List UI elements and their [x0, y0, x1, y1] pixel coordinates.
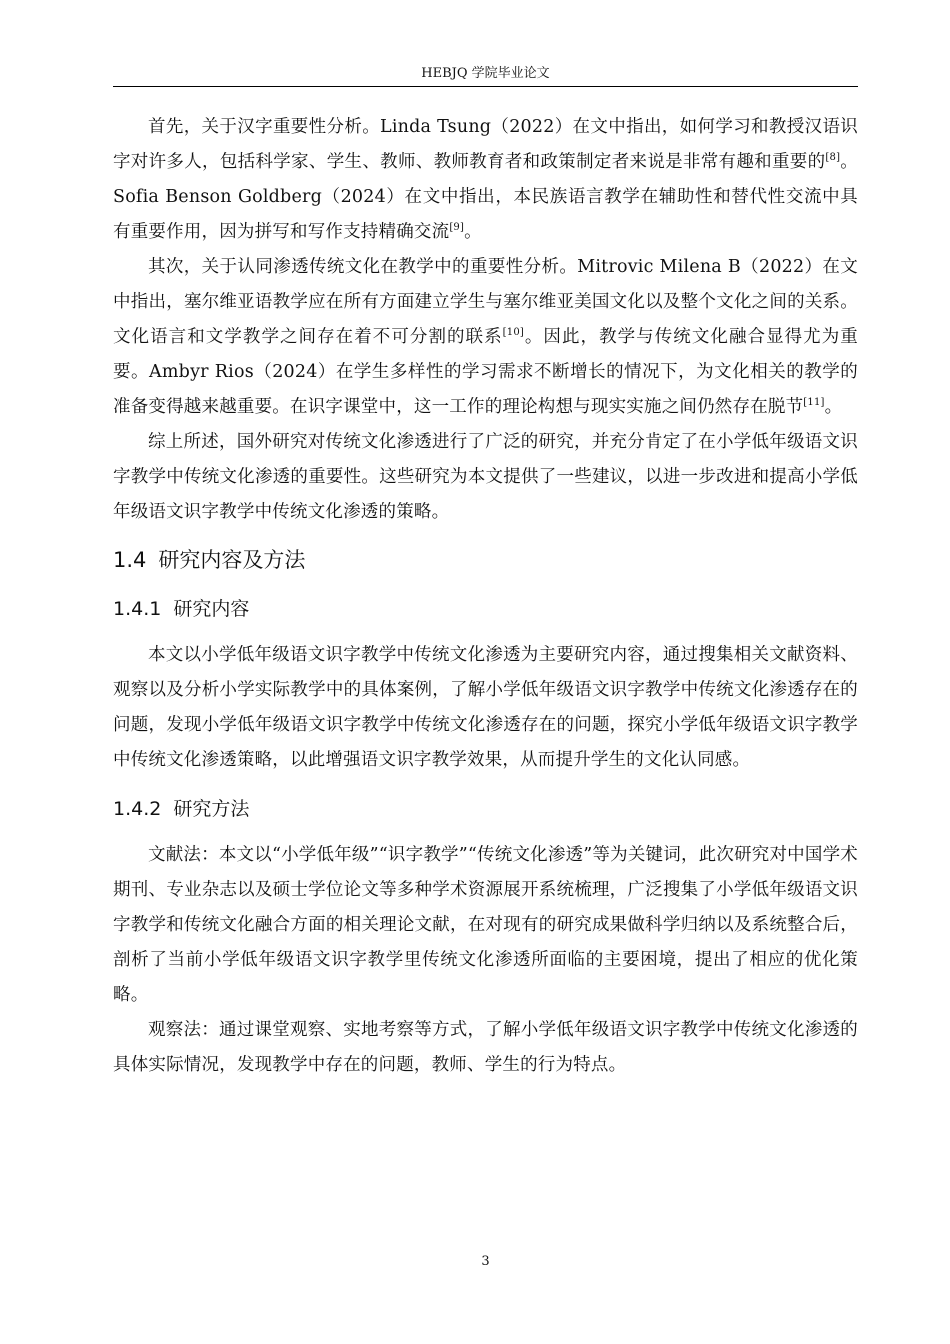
- citation-ref[interactable]: [9]: [449, 222, 465, 233]
- section-heading-1-4-1: [113, 592, 858, 626]
- section-title: 研究方法: [173, 798, 250, 820]
- section-number: 1.4: [113, 548, 147, 572]
- page-body: [113, 110, 858, 1083]
- header-rule: [113, 86, 858, 87]
- section-heading-1-4-2: [113, 792, 858, 826]
- citation-ref[interactable]: [8]: [825, 152, 841, 163]
- paragraph-research-content: 本文以小学低年级语文识字教学中传统文化渗透为主要研究内容，通过搜集相关文献资料、观察以及分析小学实际教学中的具体案例，了解小学低年级语文识字教学中传统文化渗透存在的问题，发现小学低年级语文识字教学中传统文化渗透存在的问题，探究小学低年级语文识字教学中传统文化渗透策略，以此增强语文识字教学效果，从而提升学生的文化认同感。: [113, 645, 858, 770]
- paragraph-text: 其次，关于认同渗透传统文化在教学中的重要性分析。Mitrovic Milena B（2022）在文中指出，塞尔维亚语教学应在所有方面建立学生与塞尔维亚美国文化以及整个文化之间的关系。文化语言和文学教学之间存在着不可分割的联系: [113, 257, 858, 347]
- section-number: 1.4.2: [113, 798, 162, 820]
- paragraph-observation-method: 观察法：通过课堂观察、实地考察等方式，了解小学低年级语文识字教学中传统文化渗透的具体实际情况，发现教学中存在的问题，教师、学生的行为特点。: [113, 1020, 858, 1075]
- section-number: 1.4.1: [113, 598, 162, 620]
- section-title: 研究内容及方法: [158, 548, 306, 572]
- citation-ref[interactable]: [10]: [502, 327, 524, 338]
- paragraph-summary: 综上所述，国外研究对传统文化渗透进行了广泛的研究，并充分肯定了在小学低年级语文识字教学中传统文化渗透的重要性。这些研究为本文提供了一些建议，以进一步改进和提高小学低年级语文识字教学中传统文化渗透的策略。: [113, 432, 858, 522]
- paragraph-chinese-character-importance: [113, 110, 858, 250]
- section-title: 研究内容: [173, 598, 250, 620]
- paragraph-text: 。: [824, 397, 843, 417]
- paragraph-literature-method: 文献法：本文以“小学低年级”“识字教学”“传统文化渗透”等为关键词，此次研究对中国学术期刊、专业杂志以及硕士学位论文等多种学术资源展开系统梳理，广泛搜集了小学低年级语文识字教学和传统文化融合方面的相关理论文献，在对现有的研究成果做科学归纳以及系统整合后，剖析了当前小学低年级语文识字教学里传统文化渗透所面临的主要困境，提出了相应的优化策略。: [113, 845, 858, 1005]
- paragraph-text: 。Sofia Benson Goldberg（2024）在文中指出，本民族语言教学在辅助性和替代性交流中具有重要作用，因为拼写和写作支持精确交流: [113, 152, 858, 242]
- paragraph-traditional-culture-importance: [113, 250, 858, 425]
- citation-ref[interactable]: [11]: [803, 397, 825, 408]
- paragraph-text: 。因此，教学与传统文化融合显得尤为重要。Ambyr Rios（2024）在学生多样性的学习需求不断增长的情况下，为文化相关的教学的准备变得越来越重要。在识字课堂中，这一工作的理论构想与现实实施之间仍然存在脱节: [113, 327, 858, 417]
- running-header: HEBJQ 学院毕业论文: [421, 66, 550, 81]
- paragraph-text: 。: [464, 222, 482, 242]
- section-heading-1-4: [113, 542, 858, 578]
- paragraph-text: 首先，关于汉字重要性分析。Linda Tsung（2022）在文中指出，如何学习和教授汉语识字对许多人，包括科学家、学生、教师、教师教育者和政策制定者来说是非常有趣和重要的: [113, 117, 858, 172]
- page-number: 3: [481, 1254, 490, 1269]
